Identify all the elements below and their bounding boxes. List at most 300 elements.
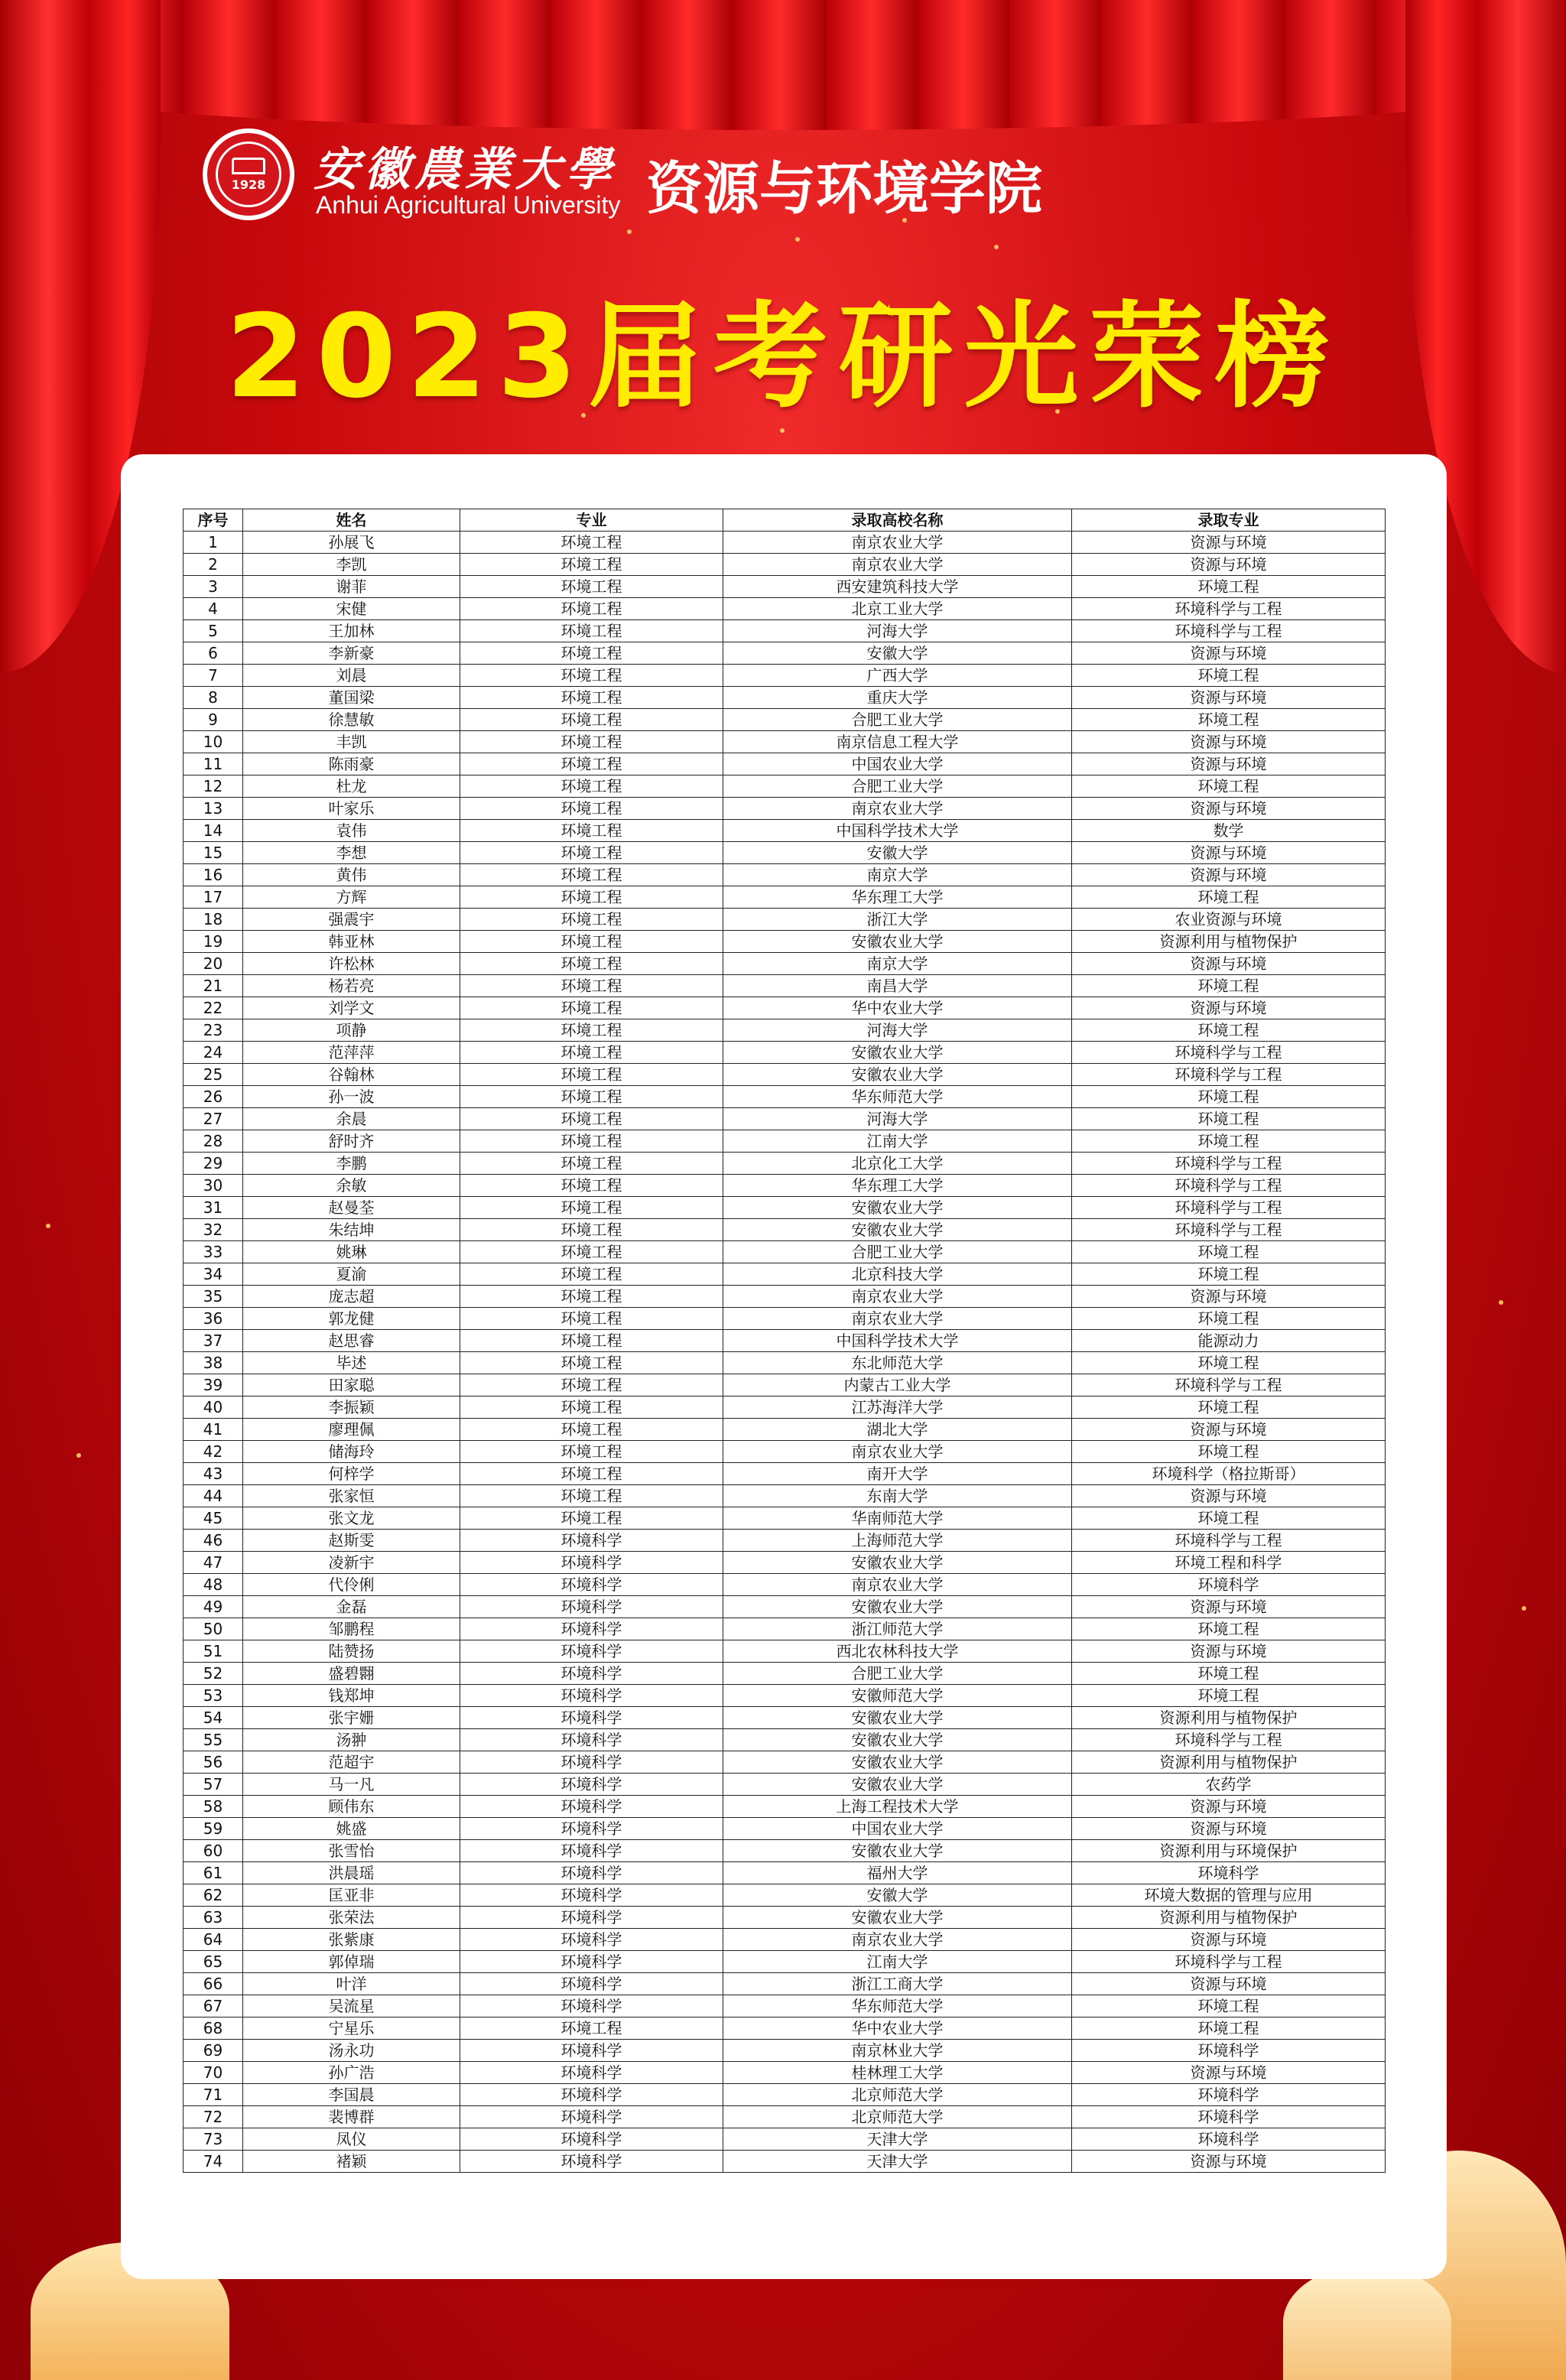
cell-university: 安徽农业大学 [723,1042,1072,1064]
table-row [184,953,1386,975]
cell-university: 重庆大学 [723,687,1072,709]
cell-admitted-major: 环境科学与工程 [1072,1374,1386,1396]
cell-major: 环境科学 [460,1907,723,1929]
cell-university: 江南大学 [723,1130,1072,1153]
cell-major: 环境工程 [460,1153,723,1175]
cell-university: 南开大学 [723,1463,1072,1485]
cell-admitted-major: 资源与环境 [1072,864,1386,886]
cell-index: 39 [184,1374,243,1396]
cell-index: 72 [184,2106,243,2128]
cell-index: 32 [184,1219,243,1241]
cell-index: 64 [184,1929,243,1951]
cell-university: 上海工程技术大学 [723,1796,1072,1818]
cell-admitted-major: 环境科学 [1072,2040,1386,2062]
cell-major: 环境科学 [460,1751,723,1774]
cell-university: 桂林理工大学 [723,2062,1072,2084]
cell-university: 江苏海洋大学 [723,1396,1072,1419]
cell-university: 安徽农业大学 [723,1840,1072,1862]
table-row [184,642,1386,665]
table-row [184,909,1386,931]
table-row [184,1907,1386,1929]
cell-name: 宋健 [243,598,460,620]
cell-university: 安徽农业大学 [723,1751,1072,1774]
cell-admitted-major: 环境科学与工程 [1072,1219,1386,1241]
table-row [184,997,1386,1019]
table-row [184,1175,1386,1197]
cell-university: 东南大学 [723,1485,1072,1507]
cell-index: 45 [184,1507,243,1530]
cell-university: 南京信息工程大学 [723,731,1072,753]
cell-admitted-major: 环境工程 [1072,1308,1386,1330]
roster-card [121,454,1447,2279]
cell-index: 67 [184,1995,243,2017]
cell-name: 项静 [243,1019,460,1042]
cell-admitted-major: 环境科学 [1072,1574,1386,1596]
cell-university: 南京农业大学 [723,1441,1072,1463]
cell-university: 江南大学 [723,1951,1072,1973]
table-row [184,1862,1386,1884]
cell-major: 环境工程 [460,775,723,798]
cell-major: 环境科学 [460,2084,723,2106]
cell-university: 南京大学 [723,864,1072,886]
table-row [184,1308,1386,1330]
cell-admitted-major: 环境工程 [1072,1507,1386,1530]
cell-index: 54 [184,1707,243,1729]
cell-major: 环境科学 [460,1840,723,1862]
cell-name: 赵思睿 [243,1330,460,1352]
cell-name: 余敏 [243,1175,460,1197]
cell-index: 13 [184,798,243,820]
cell-major: 环境工程 [460,687,723,709]
cell-university: 南京农业大学 [723,1308,1072,1330]
cell-admitted-major: 资源与环境 [1072,1286,1386,1308]
cell-major: 环境科学 [460,1685,723,1707]
cell-name: 毕述 [243,1352,460,1374]
admission-table [183,509,1386,2173]
cell-major: 环境科学 [460,1640,723,1663]
cell-name: 宁星乐 [243,2017,460,2040]
table-row [184,687,1386,709]
cell-admitted-major: 资源与环境 [1072,532,1386,554]
column-header-university: 录取高校名称 [723,509,1072,532]
cell-index: 55 [184,1729,243,1751]
cell-university: 南京农业大学 [723,798,1072,820]
table-row [184,1663,1386,1685]
cell-admitted-major: 环境科学与工程 [1072,1197,1386,1219]
cell-admitted-major: 农业资源与环境 [1072,909,1386,931]
cell-major: 环境工程 [460,576,723,598]
cell-admitted-major: 环境工程 [1072,665,1386,687]
cell-name: 姚琳 [243,1241,460,1263]
cell-name: 庞志超 [243,1286,460,1308]
cell-name: 孙一波 [243,1086,460,1108]
cell-name: 汤翀 [243,1729,460,1751]
cell-name: 李国晨 [243,2084,460,2106]
cell-university: 安徽农业大学 [723,1197,1072,1219]
cell-index: 7 [184,665,243,687]
cell-admitted-major: 资源利用与植物保护 [1072,1751,1386,1774]
cell-name: 范超宇 [243,1751,460,1774]
table-row [184,665,1386,687]
cell-major: 环境工程 [460,1441,723,1463]
cell-admitted-major: 环境工程 [1072,709,1386,731]
cell-university: 安徽农业大学 [723,1707,1072,1729]
cell-major: 环境科学 [460,1995,723,2017]
cell-admitted-major: 环境工程 [1072,886,1386,909]
cell-admitted-major: 环境工程 [1072,1263,1386,1286]
cell-index: 15 [184,842,243,864]
cell-university: 安徽农业大学 [723,931,1072,953]
cell-name: 李凯 [243,554,460,576]
cell-university: 合肥工业大学 [723,1663,1072,1685]
table-row [184,2084,1386,2106]
table-row [184,1042,1386,1064]
cell-admitted-major: 环境科学与工程 [1072,1153,1386,1175]
cell-name: 谷翰林 [243,1064,460,1086]
cell-university: 华南师范大学 [723,1507,1072,1530]
cell-name: 钱郑坤 [243,1685,460,1707]
table-row [184,2062,1386,2084]
cell-index: 46 [184,1530,243,1552]
emblem-year: 1928 [231,177,266,192]
table-row [184,820,1386,842]
table-header-row [184,509,1386,532]
cell-admitted-major: 环境工程 [1072,1441,1386,1463]
cell-admitted-major: 环境科学 [1072,2128,1386,2151]
cell-index: 23 [184,1019,243,1042]
cell-major: 环境工程 [460,642,723,665]
cell-major: 环境工程 [460,1507,723,1530]
cell-major: 环境工程 [460,1130,723,1153]
cell-major: 环境科学 [460,1929,723,1951]
cell-major: 环境科学 [460,1951,723,1973]
cell-name: 李鹏 [243,1153,460,1175]
cell-index: 35 [184,1286,243,1308]
cell-admitted-major: 环境工程 [1072,1995,1386,2017]
cell-admitted-major: 环境工程和科学 [1072,1552,1386,1574]
cell-university: 南昌大学 [723,975,1072,997]
cell-name: 张家恒 [243,1485,460,1507]
cell-name: 余晨 [243,1108,460,1130]
cell-university: 南京大学 [723,953,1072,975]
cell-index: 47 [184,1552,243,1574]
cell-major: 环境工程 [460,953,723,975]
table-row [184,2106,1386,2128]
table-body [184,532,1386,2173]
cell-index: 62 [184,1884,243,1907]
cell-admitted-major: 资源与环境 [1072,997,1386,1019]
university-emblem-icon [203,128,294,220]
cell-name: 朱结坤 [243,1219,460,1241]
cell-university: 华东理工大学 [723,886,1072,909]
cell-index: 73 [184,2128,243,2151]
cell-index: 10 [184,731,243,753]
cell-index: 49 [184,1596,243,1618]
cell-major: 环境工程 [460,820,723,842]
cell-index: 56 [184,1751,243,1774]
table-row [184,2017,1386,2040]
table-row [184,1707,1386,1729]
cell-major: 环境科学 [460,2151,723,2173]
cell-major: 环境工程 [460,886,723,909]
cell-name: 孙展飞 [243,532,460,554]
cell-name: 徐慧敏 [243,709,460,731]
cell-name: 舒时齐 [243,1130,460,1153]
table-row [184,886,1386,909]
cell-major: 环境工程 [460,1241,723,1263]
table-row [184,1596,1386,1618]
cell-name: 姚盛 [243,1818,460,1840]
table-row [184,1507,1386,1530]
cell-name: 强震宇 [243,909,460,931]
table-row [184,1951,1386,1973]
cell-major: 环境科学 [460,1618,723,1640]
cell-major: 环境科学 [460,1574,723,1596]
cell-name: 刘晨 [243,665,460,687]
cell-index: 1 [184,532,243,554]
cell-name: 洪晨瑶 [243,1862,460,1884]
cell-index: 42 [184,1441,243,1463]
cell-name: 代伶俐 [243,1574,460,1596]
cell-university: 华中农业大学 [723,2017,1072,2040]
cell-admitted-major: 环境科学与工程 [1072,1729,1386,1751]
cell-university: 北京工业大学 [723,598,1072,620]
table-row [184,1530,1386,1552]
cell-major: 环境科学 [460,2040,723,2062]
cell-admitted-major: 环境工程 [1072,1086,1386,1108]
cell-admitted-major: 环境工程 [1072,2017,1386,2040]
cell-name: 韩亚林 [243,931,460,953]
cell-admitted-major: 环境工程 [1072,576,1386,598]
cell-index: 22 [184,997,243,1019]
cell-university: 天津大学 [723,2151,1072,2173]
table-row [184,1973,1386,1995]
table-row [184,1241,1386,1263]
cell-name: 夏渝 [243,1263,460,1286]
cell-major: 环境科学 [460,1663,723,1685]
cell-name: 顾伟东 [243,1796,460,1818]
table-row [184,1818,1386,1840]
cell-major: 环境科学 [460,1707,723,1729]
cell-admitted-major: 环境工程 [1072,1685,1386,1707]
cell-major: 环境工程 [460,1330,723,1352]
cell-university: 南京林业大学 [723,2040,1072,2062]
table-row [184,931,1386,953]
cell-university: 南京农业大学 [723,1286,1072,1308]
cell-major: 环境科学 [460,1530,723,1552]
cell-major: 环境工程 [460,975,723,997]
cell-index: 57 [184,1774,243,1796]
cell-university: 安徽大学 [723,1884,1072,1907]
table-row [184,1352,1386,1374]
cell-major: 环境工程 [460,1463,723,1485]
cell-index: 70 [184,2062,243,2084]
cell-university: 福州大学 [723,1862,1072,1884]
cell-university: 安徽农业大学 [723,1596,1072,1618]
cell-admitted-major: 环境工程 [1072,1241,1386,1263]
cell-admitted-major: 环境科学与工程 [1072,1042,1386,1064]
table-row [184,1153,1386,1175]
table-row [184,2128,1386,2151]
table-row [184,1019,1386,1042]
cell-university: 北京科技大学 [723,1263,1072,1286]
cell-index: 38 [184,1352,243,1374]
cell-name: 陆赞扬 [243,1640,460,1663]
table-row [184,2151,1386,2173]
college-name: 资源与环境学院 [646,156,1042,222]
cell-major: 环境工程 [460,909,723,931]
cell-name: 杨若亮 [243,975,460,997]
cell-index: 29 [184,1153,243,1175]
cell-index: 21 [184,975,243,997]
cell-index: 2 [184,554,243,576]
cell-major: 环境工程 [460,1197,723,1219]
cell-index: 18 [184,909,243,931]
cell-admitted-major: 环境工程 [1072,1019,1386,1042]
cell-major: 环境工程 [460,554,723,576]
cell-admitted-major: 资源利用与植物保护 [1072,1907,1386,1929]
cell-university: 安徽大学 [723,642,1072,665]
cell-university: 合肥工业大学 [723,775,1072,798]
cell-index: 59 [184,1818,243,1840]
cell-name: 袁伟 [243,820,460,842]
cell-university: 安徽农业大学 [723,1729,1072,1751]
cell-admitted-major: 环境工程 [1072,975,1386,997]
cell-university: 广西大学 [723,665,1072,687]
cell-index: 74 [184,2151,243,2173]
cell-name: 许松林 [243,953,460,975]
cell-index: 17 [184,886,243,909]
cell-university: 华东师范大学 [723,1086,1072,1108]
cell-admitted-major: 能源动力 [1072,1330,1386,1352]
cell-name: 刘学文 [243,997,460,1019]
cell-name: 吴流星 [243,1995,460,2017]
cell-major: 环境工程 [460,1374,723,1396]
cell-index: 28 [184,1130,243,1153]
cell-name: 马一凡 [243,1774,460,1796]
cell-major: 环境工程 [460,731,723,753]
cell-admitted-major: 资源与环境 [1072,842,1386,864]
cell-admitted-major: 环境大数据的管理与应用 [1072,1884,1386,1907]
cell-admitted-major: 农药学 [1072,1774,1386,1796]
cell-index: 58 [184,1796,243,1818]
cell-index: 31 [184,1197,243,1219]
table-row [184,1640,1386,1663]
cell-index: 14 [184,820,243,842]
cell-name: 裴博群 [243,2106,460,2128]
cell-admitted-major: 资源与环境 [1072,1929,1386,1951]
table-row [184,576,1386,598]
cell-name: 廖理佩 [243,1419,460,1441]
cell-admitted-major: 资源与环境 [1072,2062,1386,2084]
cell-index: 8 [184,687,243,709]
cell-admitted-major: 环境科学与工程 [1072,620,1386,642]
cell-name: 盛碧翾 [243,1663,460,1685]
cell-index: 61 [184,1862,243,1884]
cell-index: 65 [184,1951,243,1973]
curtain-valance [0,0,1566,130]
cell-name: 张文龙 [243,1507,460,1530]
cell-admitted-major: 环境工程 [1072,1663,1386,1685]
table-row [184,731,1386,753]
cell-admitted-major: 资源与环境 [1072,687,1386,709]
cell-admitted-major: 环境工程 [1072,1130,1386,1153]
column-header-major: 专业 [460,509,723,532]
table-row [184,753,1386,775]
cell-university: 中国科学技术大学 [723,820,1072,842]
cell-major: 环境工程 [460,532,723,554]
cell-name: 金磊 [243,1596,460,1618]
cell-university: 安徽农业大学 [723,1552,1072,1574]
cell-name: 李振颖 [243,1396,460,1419]
cell-admitted-major: 资源与环境 [1072,554,1386,576]
cell-index: 50 [184,1618,243,1640]
cell-name: 方辉 [243,886,460,909]
cell-university: 湖北大学 [723,1419,1072,1441]
cell-admitted-major: 资源与环境 [1072,2151,1386,2173]
cell-name: 杜龙 [243,775,460,798]
cell-index: 3 [184,576,243,598]
cell-name: 何梓学 [243,1463,460,1485]
cell-name: 陈雨豪 [243,753,460,775]
cell-university: 浙江大学 [723,909,1072,931]
cell-major: 环境科学 [460,1729,723,1751]
table-row [184,1064,1386,1086]
cell-index: 5 [184,620,243,642]
table-row [184,1751,1386,1774]
table-row [184,1108,1386,1130]
table-row [184,1396,1386,1419]
cell-admitted-major: 资源与环境 [1072,1485,1386,1507]
cell-name: 凌新宇 [243,1552,460,1574]
cell-admitted-major: 资源与环境 [1072,753,1386,775]
cell-university: 南京农业大学 [723,1574,1072,1596]
table-row [184,1729,1386,1751]
cell-admitted-major: 环境科学与工程 [1072,1951,1386,1973]
table-row [184,1995,1386,2017]
column-header-name: 姓名 [243,509,460,532]
cell-admitted-major: 环境科学（格拉斯哥） [1072,1463,1386,1485]
cell-index: 16 [184,864,243,886]
cell-major: 环境科学 [460,1596,723,1618]
table-row [184,1929,1386,1951]
table-row [184,798,1386,820]
cell-admitted-major: 资源与环境 [1072,1596,1386,1618]
cell-university: 河海大学 [723,620,1072,642]
cell-name: 叶洋 [243,1973,460,1995]
table-row [184,1618,1386,1640]
cell-index: 71 [184,2084,243,2106]
cell-name: 叶家乐 [243,798,460,820]
cell-university: 东北师范大学 [723,1352,1072,1374]
column-header-index: 序号 [184,509,243,532]
cell-admitted-major: 环境工程 [1072,1352,1386,1374]
cell-major: 环境科学 [460,1818,723,1840]
cell-name: 邹鹏程 [243,1618,460,1640]
cell-index: 34 [184,1263,243,1286]
cell-university: 安徽农业大学 [723,1219,1072,1241]
cell-university: 南京农业大学 [723,1929,1072,1951]
table-row [184,1774,1386,1796]
cell-index: 52 [184,1663,243,1685]
cell-name: 张荣法 [243,1907,460,1929]
table-row [184,1330,1386,1352]
cell-name: 王加林 [243,620,460,642]
cell-university: 河海大学 [723,1108,1072,1130]
decor-hill-right-small [1283,2265,1451,2380]
cell-name: 凤仪 [243,2128,460,2151]
cell-university: 安徽农业大学 [723,1774,1072,1796]
